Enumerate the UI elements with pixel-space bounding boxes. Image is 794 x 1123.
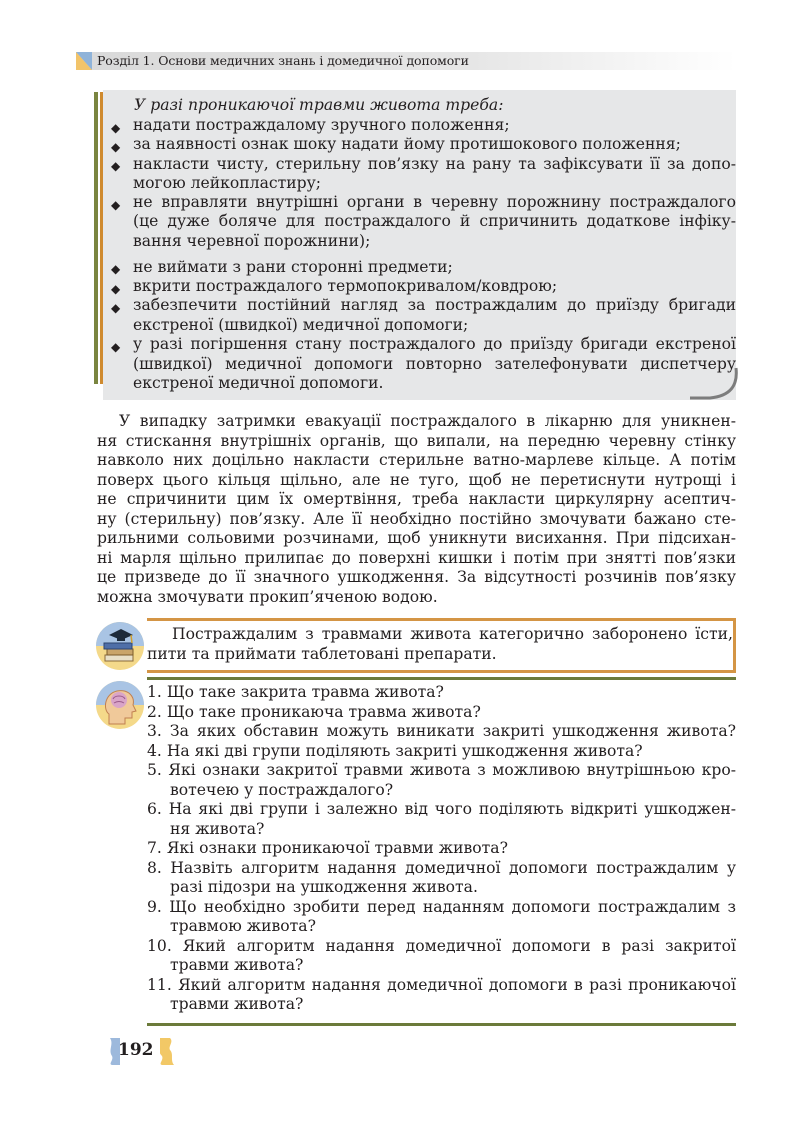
bullet-icon: ◆ — [111, 301, 121, 315]
question-item: 9. Що необхідно зробити перед наданням допомоги постраждалим з — [147, 898, 736, 916]
question-item-cont: травми живота? — [170, 956, 304, 974]
question-item: 8. Назвіть алгоритм надання домедичної допомоги постраждалим у — [147, 859, 736, 877]
question-item: 3. За яких обставин можуть виникати закриті ушкодження живота? — [147, 722, 736, 740]
questions-top-rule — [147, 677, 736, 680]
paragraph-line: навколо них доцільно накласти стерильне ватно-марлеве кільце. А потім — [97, 451, 736, 469]
question-item-cont: ня живота? — [170, 820, 265, 838]
paragraph-line: ні марля щільно прилипає до поверхні кишки і потім при знятті пов’язки — [97, 549, 736, 567]
box-line: забезпечити постійний нагляд за постраждалим до приїзду бригади — [133, 296, 736, 314]
paragraph-line: ня стискання внутрішніх органів, що випали, на передню черевну стінку — [97, 432, 736, 450]
box-line: накласти чисту, стерильну пов’язку на рану та зафіксувати її за допо- — [133, 155, 736, 173]
question-item: 4. На які дві групи поділяють закриті ушкодження живота? — [147, 742, 643, 760]
paragraph-line: У випадку затримки евакуації постраждалого в лікарню для уникнен- — [119, 412, 736, 430]
question-item: 6. На які дві групи і залежно від чого поділяють відкриті ушкоджен- — [147, 800, 736, 818]
bullet-icon: ◆ — [111, 140, 121, 154]
box-line: не вправляти внутрішні органи в черевну порожнину постраждалого — [133, 193, 736, 211]
box-left-stripe — [94, 92, 98, 384]
box-line: не виймати з рани сторонні предмети; — [133, 258, 453, 276]
paragraph-line: це призведе до її значного ушкодження. За відсутності розчинів пов’язку — [97, 568, 736, 586]
paragraph-line: поверх цього кільця щільно, але не туго, щоб не перетиснути нутрощі і — [97, 471, 736, 489]
bullet-icon: ◆ — [111, 198, 121, 212]
bullet-icon: ◆ — [111, 340, 121, 354]
box-line: екстреної (швидкої) медичної допомоги; — [133, 316, 469, 334]
paragraph-line: не спричинити цим їх омертвіння, треба накласти циркулярну асептич- — [97, 490, 736, 508]
warning-line: пити та приймати таблетовані препарати. — [147, 645, 497, 663]
bullet-icon: ◆ — [111, 262, 121, 276]
chapter-title: Розділ 1. Основи медичних знань і домедичної допомоги — [97, 53, 469, 68]
box-line: (швидкої) медичної допомоги повторно зателефонувати диспетчеру — [133, 355, 736, 373]
question-item-cont: вотечею у постраждалого? — [170, 781, 394, 799]
box-line: могою лейкопластиру; — [133, 174, 322, 192]
box-line: екстреної медичної допомоги. — [133, 374, 384, 392]
question-item: 10. Який алгоритм надання домедичної допомоги в разі закритої — [147, 937, 736, 955]
questions-bottom-rule — [147, 1023, 736, 1026]
box-line: вкрити постраждалого термопокривалом/ковдрою; — [133, 277, 558, 295]
box-line: вання черевної порожнини); — [133, 232, 371, 250]
question-item: 1. Що таке закрита травма живота? — [147, 683, 444, 701]
question-item: 11. Який алгоритм надання домедичної допомоги в разі проникаючої — [147, 976, 736, 994]
bullet-icon: ◆ — [111, 121, 121, 135]
box-line: за наявності ознак шоку надати йому протишокового положення; — [133, 135, 681, 153]
paragraph-line: ну (стерильну) пов’язку. Але її необхідно постійно змочувати бажано сте- — [97, 510, 736, 528]
head-thinking-icon — [95, 680, 145, 730]
books-graduation-cap-icon — [95, 621, 145, 671]
bullet-icon: ◆ — [111, 282, 121, 296]
question-item: 7. Які ознаки проникаючої травми живота? — [147, 839, 508, 857]
question-item: 5. Які ознаки закритої травми живота з можливою внутрішньою кро- — [147, 761, 736, 779]
bullet-icon: ◆ — [111, 159, 121, 173]
question-item-cont: травмою живота? — [170, 917, 316, 935]
box-heading: У разі проникаючої травми живота треба: — [134, 96, 504, 114]
header-corner-icon — [76, 52, 92, 70]
question-item: 2. Що таке проникаюча травма живота? — [147, 703, 481, 721]
page-number: 192 — [118, 1040, 154, 1060]
question-item-cont: разі підозри на ушкодження живота. — [170, 878, 478, 896]
box-left-accent — [100, 92, 103, 384]
paragraph-line: можна змочувати прокип’яченою водою. — [97, 588, 438, 606]
warning-line: Постраждалим з травмами живота категорично заборонено їсти, — [172, 625, 733, 643]
box-line: у разі погіршення стану постраждалого до приїзду бригади екстреної — [133, 335, 736, 353]
question-item-cont: травми живота? — [170, 995, 304, 1013]
box-line: надати постраждалому зручного положення; — [133, 116, 510, 134]
paragraph-line: рильними сольовими розчинами, щоб уникнути висихання. При підсихан- — [97, 529, 736, 547]
box-line: (це дуже боляче для постраждалого й спричинить додаткове інфіку- — [133, 212, 736, 230]
